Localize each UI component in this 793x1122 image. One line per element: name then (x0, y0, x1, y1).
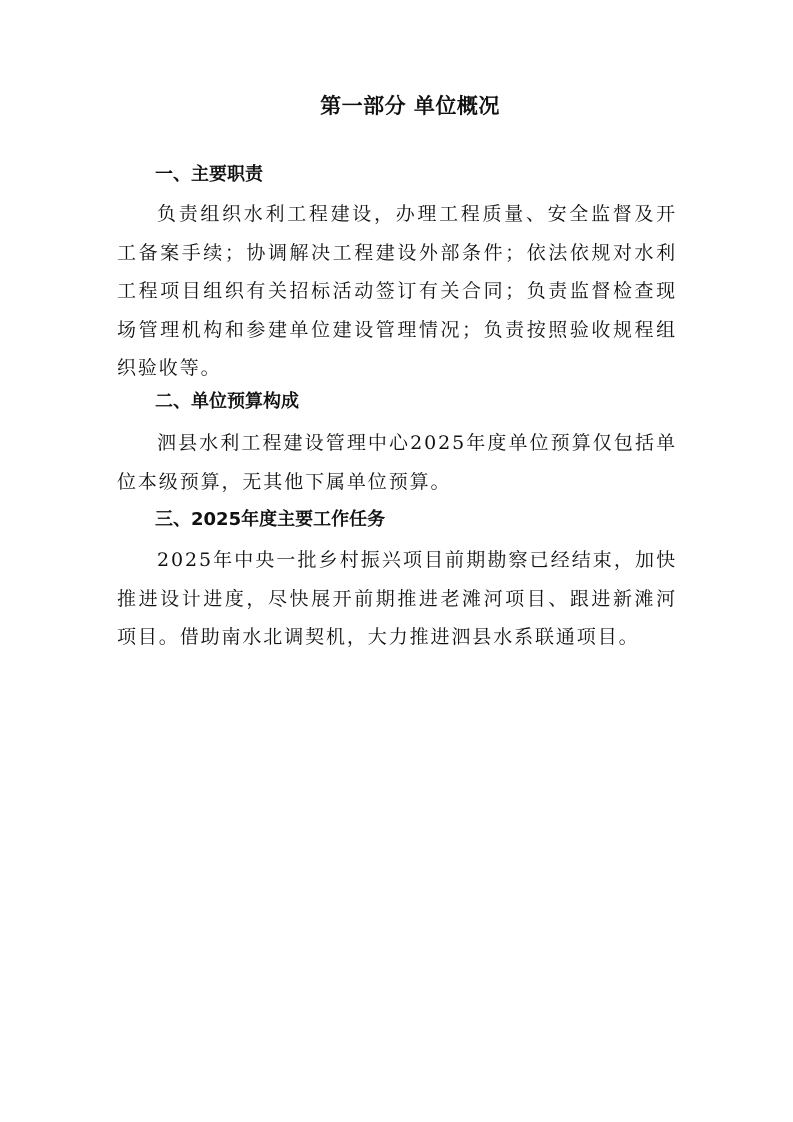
section-body-main-duties: 负责组织水利工程建设，办理工程质量、安全监督及开工备案手续；协调解决工程建设外部条件；依法依规对水利工程项目组织有关招标活动签订有关合同；负责监督检查现场管理机构和参建单位建设管理情况；负责按照验收规程组织验收等。 (117, 203, 677, 380)
section-heading-main-tasks: 三、2025年度主要工作任务 (155, 509, 386, 530)
section-heading-budget-composition: 二、单位预算构成 (155, 391, 299, 412)
page-title: 第一部分 单位概况 (320, 94, 500, 118)
section-heading-main-duties: 一、主要职责 (155, 164, 263, 185)
section-body-main-tasks: 2025年中央一批乡村振兴项目前期勘察已经结束，加快推进设计进度，尽快展开前期推进老滩河项目、跟进新滩河项目。借助南水北调契机，大力推进泗县水系联通项目。 (117, 549, 677, 649)
section-body-budget-composition: 泗县水利工程建设管理中心2025年度单位预算仅包括单位本级预算，无其他下属单位预算。 (117, 432, 677, 493)
